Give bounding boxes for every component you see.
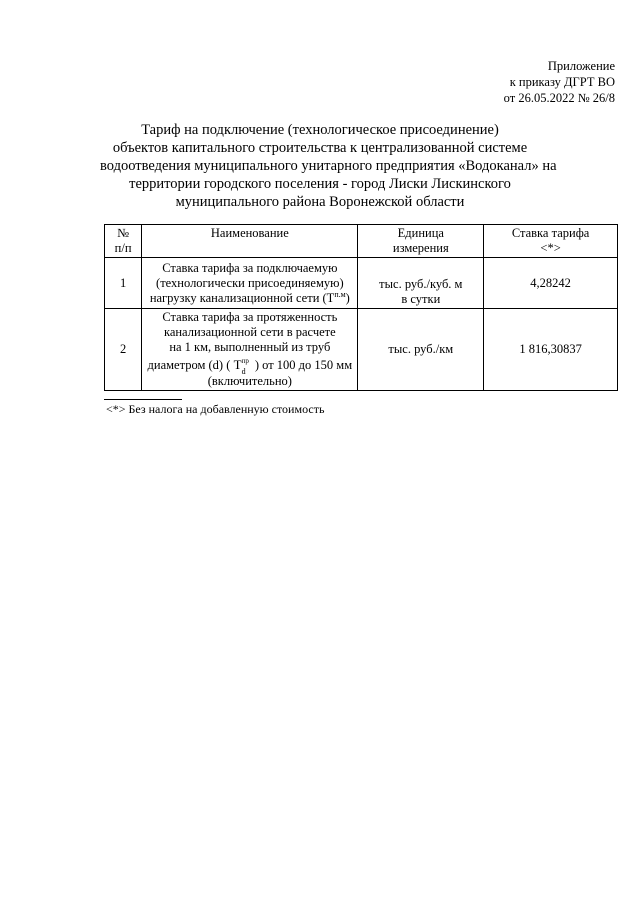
row-2-name-l2: канализационной сети в расчете bbox=[163, 325, 336, 339]
appendix-line-1: Приложение bbox=[547, 59, 615, 73]
row-2-name-l1: Ставка тарифа за протяженность bbox=[162, 310, 338, 324]
header-unit-l2: измерения bbox=[392, 241, 449, 255]
tariff-symbol-indices bbox=[241, 357, 252, 377]
tariff-symbol-sup: пр bbox=[241, 357, 249, 366]
tariff-symbol bbox=[230, 357, 254, 377]
tariff-symbol-sub: d bbox=[241, 367, 246, 377]
row-2-name-l4 bbox=[145, 357, 354, 377]
row-1-number: 1 bbox=[105, 258, 142, 309]
row-2-rate: 1 816,30837 bbox=[484, 309, 618, 391]
row-1-unit bbox=[358, 258, 484, 309]
title-line-4: территории городского поселения - город Лиски Лискинского bbox=[129, 176, 511, 192]
row-1-name-l3 bbox=[145, 291, 354, 306]
row-2-name-l4-a: диаметром (d) ( bbox=[147, 358, 231, 372]
footnote-divider bbox=[104, 399, 182, 400]
row-1-name-l1: Ставка тарифа за подключаемую bbox=[162, 260, 338, 275]
row-2-number: 2 bbox=[105, 309, 142, 391]
table-row bbox=[105, 258, 618, 309]
header-unit-l1: Единица bbox=[397, 226, 444, 240]
title-line-3: водоотведения муниципального унитарного предприятия «Водоканал» на bbox=[100, 158, 557, 174]
document-title bbox=[100, 121, 557, 211]
appendix-note bbox=[504, 58, 615, 106]
header-rate bbox=[484, 225, 618, 258]
row-1-rate: 4,28242 bbox=[484, 258, 618, 309]
row-2-name bbox=[142, 309, 358, 391]
row-1-name-l3-end: ) bbox=[345, 290, 350, 305]
header-unit bbox=[358, 225, 484, 258]
header-rate-l1: Ставка тарифа bbox=[511, 226, 590, 240]
header-name bbox=[142, 225, 358, 258]
appendix-line-2: к приказу ДГРТ ВО bbox=[509, 75, 615, 89]
title-line-5: муниципального района Воронежской области bbox=[175, 194, 465, 210]
row-1-name bbox=[142, 258, 358, 309]
row-1-unit-l1: тыс. руб./куб. м bbox=[379, 276, 463, 291]
row-2-name-l4-b: ) от 100 до 150 мм bbox=[254, 358, 353, 372]
tariff-symbol-letter: T bbox=[233, 357, 242, 372]
tariff-table bbox=[104, 224, 618, 391]
row-2-name-l5: (включительно) bbox=[207, 374, 292, 389]
title-line-2: объектов капитального строительства к централизованной системе bbox=[112, 140, 528, 156]
table-row bbox=[105, 309, 618, 391]
title-line-1: Тариф на подключение (технологическое присоединение) bbox=[141, 122, 499, 138]
header-number bbox=[105, 225, 142, 258]
row-1-unit-l2: в сутки bbox=[401, 291, 441, 306]
header-name-text: Наименование bbox=[210, 226, 289, 240]
row-1-name-l3-text: нагрузку канализационной сети (T bbox=[149, 290, 335, 305]
row-1-name-l2: (технологически присоединяемую) bbox=[156, 275, 344, 290]
footnote: <*> Без налога на добавленную стоимость bbox=[106, 402, 325, 416]
header-number-l2: п/п bbox=[114, 241, 132, 255]
row-2-unit: тыс. руб./км bbox=[358, 309, 484, 391]
header-number-l1: № bbox=[117, 226, 130, 240]
appendix-line-3: от 26.05.2022 № 26/8 bbox=[503, 91, 615, 105]
row-2-name-l3: на 1 км, выполненный из труб bbox=[169, 340, 331, 354]
header-rate-l2: <*> bbox=[540, 241, 561, 255]
table-header-row bbox=[105, 225, 618, 258]
row-1-name-superscript: п.м bbox=[334, 289, 346, 299]
